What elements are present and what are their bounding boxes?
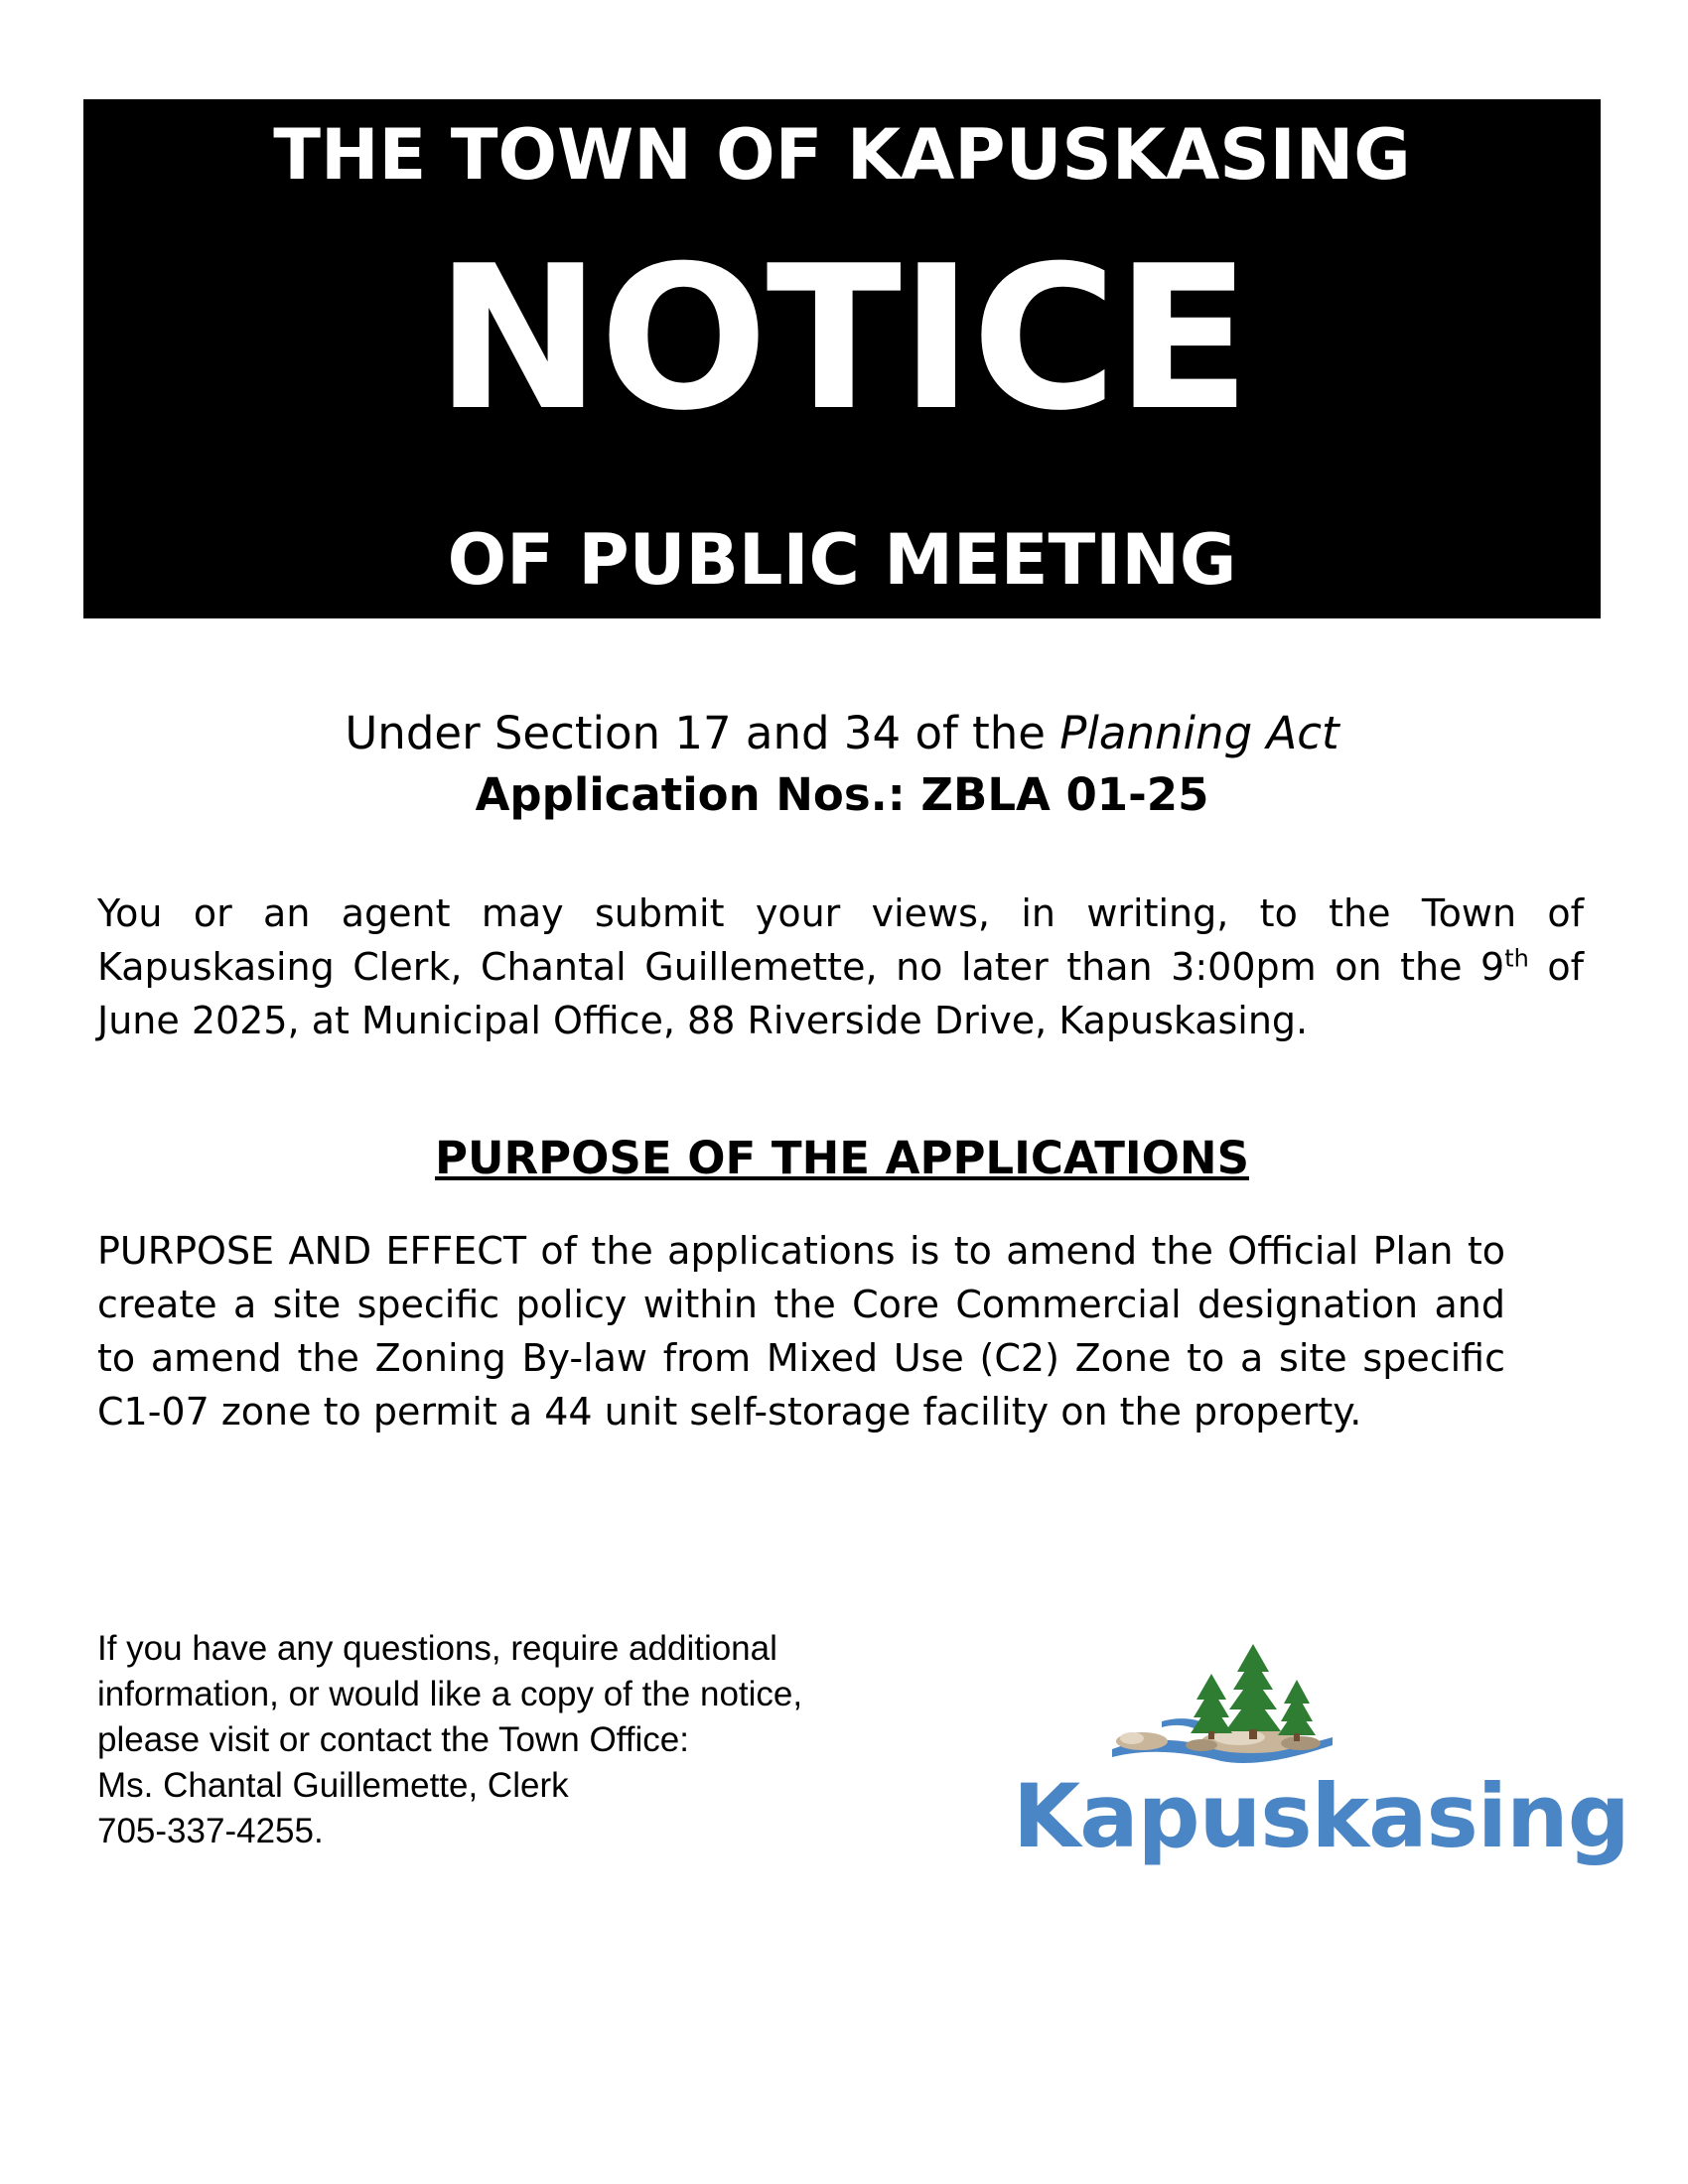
banner-notice-title: NOTICE [435, 223, 1249, 455]
logo-wordmark: Kapuskasing [1013, 1765, 1629, 1867]
banner-town-title: THE TOWN OF KAPUSKASING [273, 114, 1411, 196]
contact-line: please visit or contact the Town Office: [97, 1720, 689, 1759]
contact-line: information, or would like a copy of the notice, [97, 1675, 803, 1713]
application-number: Application Nos.: ZBLA 01-25 [475, 768, 1209, 821]
contact-line: If you have any questions, require additional [97, 1629, 777, 1668]
purpose-heading: PURPOSE OF THE APPLICATIONS [435, 1132, 1249, 1184]
purpose-paragraph: PURPOSE AND EFFECT of the applications is to amend the Official Plan to create a site specific policy within the Core Commercial designation and to amend the Zoning By-law from Mixed Use (C2) Zone to a site specific C1-07 zone to permit a 44 unit self-storage facility on the property. [97, 1229, 1505, 1433]
tree-center [1225, 1644, 1281, 1739]
legal-reference-text: Under Section 17 and 34 of the [345, 707, 1060, 759]
legal-reference [83, 707, 1601, 760]
contact-phone: 705-337-4255. [97, 1812, 324, 1850]
contact-block [97, 1626, 991, 1854]
tree-left [1191, 1674, 1232, 1739]
submission-text-start: You or an agent may submit your views, in writing, to the Town of Kapuskasing Clerk, Chantal Guillemette, no later than 3:00pm on the 9 [97, 891, 1584, 989]
contact-name: Ms. Chantal Guillemette, Clerk [97, 1766, 569, 1805]
notice-banner [83, 99, 1601, 618]
tree-right [1278, 1680, 1316, 1741]
submission-text-end: of June 2025, at Municipal Office, 88 Riverside Drive, Kapuskasing. [97, 945, 1584, 1042]
banner-meeting-title: OF PUBLIC MEETING [447, 519, 1237, 601]
date-superscript: th [1504, 944, 1529, 973]
submission-paragraph [97, 887, 1584, 1047]
kapuskasing-logo [1013, 1638, 1628, 1876]
act-name: Planning Act [1059, 707, 1339, 759]
